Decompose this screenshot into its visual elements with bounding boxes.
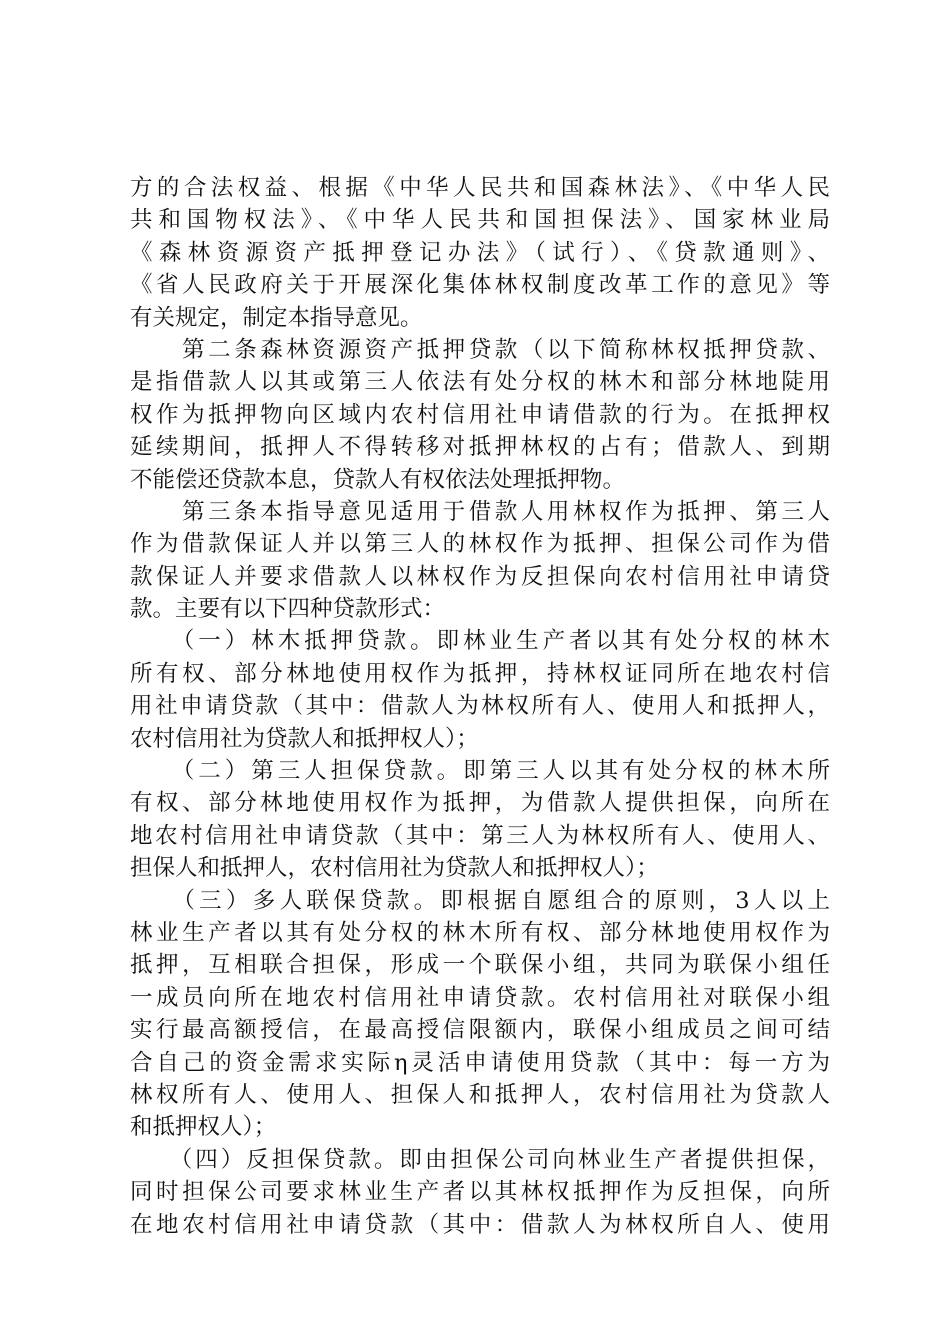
text-line: 地农村信用社申请贷款（其中：第三人为林权所有人、使用人、 (130, 822, 830, 849)
text-line: 《森林资源资产抵押登记办法》（试行）、《贷款通则》、 (130, 239, 830, 266)
text-line: 农村信用社为贷款人和抵押权人）； (130, 725, 479, 752)
text-line: 用社申请贷款（其中：借款人为林权所有人、使用人和抵押人， (130, 693, 830, 720)
text-line: 有权、部分林地使用权作为抵押，为借款人提供担保，向所在 (130, 790, 830, 817)
text-line: （四）反担保贷款。即由担保公司向林业生产者提供担保， (130, 1146, 830, 1173)
text-line: 同时担保公司要求林业生产者以其林权抵押作为反担保，向所 (130, 1179, 830, 1206)
text-line: 合自己的资金需求实际η灵活申请使用贷款（其中：每一方为 (130, 1049, 830, 1076)
text-line: 作为借款保证人并以第三人的林权作为抵押、担保公司作为借 (130, 531, 830, 558)
text-line: 担保人和抵押人，农村信用社为贷款人和抵押权人）； (130, 855, 659, 882)
text-line: 一成员向所在地农村信用社申请贷款。农村信用社对联保小组 (130, 984, 830, 1011)
text-line: 第三条本指导意见适用于借款人用林权作为抵押、第三人 (130, 498, 830, 525)
text-line: 所有权、部分林地使用权作为抵押，持林权证同所在地农村信 (130, 660, 830, 687)
text-line: 实行最高额授信，在最高授信限额内，联保小组成员之间可结 (130, 1017, 830, 1044)
text-line: 林权所有人、使用人、担保人和抵押人，农村信用社为贷款人 (130, 1081, 830, 1108)
text-line: （一）林木抵押贷款。即林业生产者以其有处分权的林木 (130, 628, 830, 655)
text-line: 权作为抵押物向区域内农村信用社申请借款的行为。在抵押权 (130, 401, 830, 428)
text-line: 《省人民政府关于开展深化集体林权制度改革工作的意见》等 (130, 272, 830, 299)
text-line: 是指借款人以其或第三人依法有处分权的林木和部分林地陡用 (130, 369, 830, 396)
text-line: 方的合法权益、根据《中华人民共和国森林法》、《中华人民 (130, 175, 830, 201)
text-line: 第二条森林资源资产抵押贷款（以下简称林权抵押贷款、 (130, 336, 830, 363)
text-line: 抵押，互相联合担保，形成一个联保小组，共同为联保小组任 (130, 952, 830, 979)
text-line: 不能偿还贷款本息，贷款人有权依法处理抵押物。 (130, 466, 626, 493)
document-body (130, 172, 830, 1241)
text-line: 共和国物权法》、《中华人民共和国担保法》、国家林业局 (130, 207, 830, 234)
text-line: 在地农村信用社申请贷款（其中：借款人为林权所自人、使用 (130, 1211, 830, 1238)
text-line: 和抵押权人）； (130, 1114, 277, 1141)
text-line: 款保证人并要求借款人以林权作为反担保向农村信用社申请贷 (130, 563, 830, 590)
text-line: （二）第三人担保贷款。即第三人以其有处分权的林木所 (130, 758, 830, 785)
text-line: 延续期间，抵押人不得转移对抵押林权的占有；借款人、到期 (130, 434, 830, 461)
text-line: 林业生产者以其有处分权的林木所有权、部分林地使用权作为 (130, 919, 830, 946)
text-line: （三）多人联保贷款。即根据自愿组合的原则，3人以上 (130, 887, 830, 914)
text-line: 有关规定，制定本指导意见。 (130, 304, 423, 331)
text-line: 款。主要有以下四种贷款形式： (130, 596, 446, 623)
